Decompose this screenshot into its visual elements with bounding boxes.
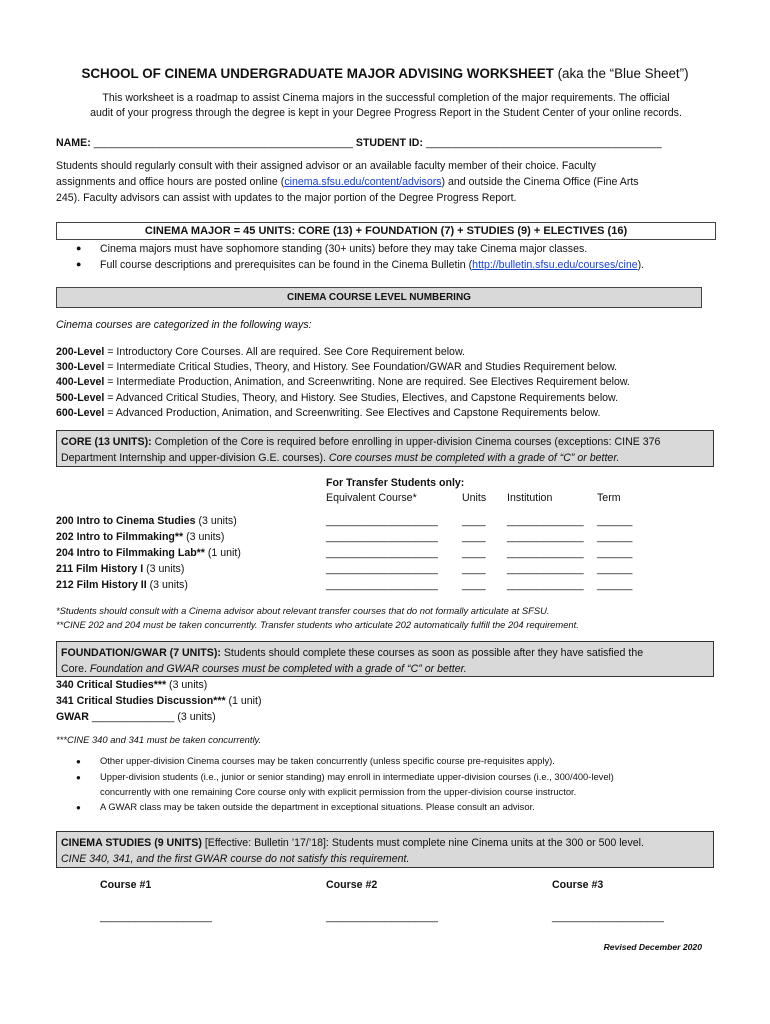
intro-line-2: audit of your progress through the degree is kept in your Degree Progress Report in the Student Center of your online records. <box>90 107 682 119</box>
studies-text-1 <box>61 835 709 851</box>
bullet-icon: ● <box>76 773 81 782</box>
level-desc: = Advanced Critical Studies, Theory, and History. See Studies, Electives, and Capstone Requirements below. <box>104 391 619 404</box>
blank-term-3[interactable]: ______ <box>597 547 633 559</box>
core-course-row <box>56 547 241 559</box>
core-text-1-body: Completion of the Core is required before enrolling in upper-division Cinema courses (exceptions: CINE 376 <box>151 436 661 448</box>
bulletin-link[interactable]: http://bulletin.sfsu.edu/courses/cine <box>472 259 638 271</box>
major-bullet-2 <box>100 257 644 273</box>
level-desc: = Intermediate Production, Animation, and Screenwriting. None are required. See Electives Requirement below. <box>104 376 630 389</box>
advising-line-1: Students should regularly consult with their assigned advisor or an available faculty member of their choice. Faculty <box>56 160 596 172</box>
core-course-row <box>56 531 224 543</box>
bullet-icon: ● <box>76 803 81 812</box>
blank-inst-3[interactable]: _____________ <box>507 547 584 559</box>
title-bold: SCHOOL OF CINEMA UNDERGRADUATE MAJOR ADVISING WORKSHEET <box>81 66 554 81</box>
core-grade-note: Core courses must be completed with a grade of “C” or better. <box>328 452 620 464</box>
major-bullet-2-post: ). <box>637 259 645 271</box>
intro-paragraph <box>56 91 716 121</box>
levels-heading-box <box>56 287 702 308</box>
student-id-field[interactable]: ________________________________________ <box>425 137 662 149</box>
bullet-icon: ● <box>76 243 82 253</box>
major-heading: CINEMA MAJOR = 45 UNITS: CORE (13) + FOUNDATION (7) + STUDIES (9) + ELECTIVES (16) <box>144 225 628 237</box>
course-3-label: Course #3 <box>552 879 604 891</box>
blank-units-4[interactable]: ____ <box>462 563 486 575</box>
major-heading-box <box>56 222 716 240</box>
col-term: Term <box>597 492 621 504</box>
level-name: 300-Level <box>56 361 105 374</box>
foundation-course-1 <box>56 679 207 691</box>
blank-units-2[interactable]: ____ <box>462 531 486 543</box>
revised-date: Revised December 2020 <box>603 942 702 952</box>
course-1-label: Course #1 <box>100 879 152 891</box>
blank-equiv-1[interactable]: ___________________ <box>326 515 438 527</box>
blank-units-3[interactable]: ____ <box>462 547 486 559</box>
course-units: (3 units) <box>146 579 188 591</box>
core-box <box>56 430 714 467</box>
gwar-blank[interactable]: ______________ <box>88 711 175 723</box>
student-id-label: STUDENT ID: <box>355 137 423 149</box>
name-label: NAME: <box>56 137 91 149</box>
advising-line-2-post: ) and outside the Cinema Office (Fine Arts <box>441 176 639 188</box>
level-name: 400-Level <box>56 376 105 389</box>
blank-equiv-5[interactable]: ___________________ <box>326 579 438 591</box>
blank-term-1[interactable]: ______ <box>597 515 633 527</box>
foundation-course-2 <box>56 695 262 707</box>
blank-units-1[interactable]: ____ <box>462 515 486 527</box>
core-course-row <box>56 579 188 591</box>
blank-term-2[interactable]: ______ <box>597 531 633 543</box>
blank-equiv-4[interactable]: ___________________ <box>326 563 438 575</box>
foundation-bullet-2b: concurrently with one remaining Core course only with explicit permission from the upper-division course instructor. <box>100 786 577 797</box>
level-item <box>56 345 630 360</box>
course-1-blank[interactable]: ___________________ <box>100 911 212 923</box>
level-item <box>56 360 630 375</box>
level-name: 600-Level <box>56 406 105 419</box>
level-item <box>56 406 630 421</box>
level-desc: = Introductory Core Courses. All are required. See Core Requirement below. <box>104 346 465 358</box>
course-name: 200 Intro to Cinema Studies <box>56 515 196 527</box>
studies-box <box>56 831 714 868</box>
levels-list <box>56 345 630 421</box>
course-name: 202 Intro to Filmmaking** <box>56 531 184 543</box>
title-rest: (aka the “Blue Sheet”) <box>553 66 689 81</box>
course-2-label: Course #2 <box>326 879 378 891</box>
course-units: (3 units) <box>195 515 237 527</box>
level-desc: = Intermediate Critical Studies, Theory, and History. See Foundation/GWAR and Studies Requirement below. <box>104 361 618 374</box>
course-units: (1 unit) <box>225 695 262 707</box>
advising-paragraph <box>56 158 716 206</box>
blank-term-5[interactable]: ______ <box>597 579 633 591</box>
core-text-2-body: Department Internship and upper-division G.E. courses). <box>61 452 329 464</box>
core-note-2: **CINE 202 and 204 must be taken concurrently. Transfer students who articulate 202 automatically fulfill the 204 requirement. <box>56 619 579 630</box>
course-units: (3 units) <box>143 563 185 575</box>
transfer-heading: For Transfer Students only: <box>326 477 465 489</box>
col-units: Units <box>462 492 487 504</box>
advising-line-2 <box>56 174 716 190</box>
blank-inst-1[interactable]: _____________ <box>507 515 584 527</box>
page-title <box>0 66 770 81</box>
levels-heading: CINEMA COURSE LEVEL NUMBERING <box>287 292 471 303</box>
bullet-icon: ● <box>76 259 82 269</box>
course-units: (3 units) <box>166 679 208 691</box>
blank-inst-4[interactable]: _____________ <box>507 563 584 575</box>
levels-intro: Cinema courses are categorized in the following ways: <box>56 319 312 331</box>
studies-text-2: CINE 340, 341, and the first GWAR course do not satisfy this requirement. <box>61 853 410 865</box>
col-institution: Institution <box>507 492 553 504</box>
blank-inst-5[interactable]: _____________ <box>507 579 584 591</box>
intro-line-1: This worksheet is a roadmap to assist Cinema majors in the successful completion of the major requirements. The official <box>102 92 670 104</box>
foundation-bullet-2a: Upper-division students (i.e., junior or senior standing) may enroll in intermediate upper-division courses (i.e., 300/400-level) <box>100 771 614 782</box>
advising-line-2-pre: assignments and office hours are posted online ( <box>56 176 285 188</box>
level-item <box>56 375 630 390</box>
level-name: 500-Level <box>56 391 105 404</box>
major-bullet-1: Cinema majors must have sophomore standing (30+ units) before they may take Cinema major classes. <box>100 243 588 255</box>
course-name: GWAR <box>56 711 89 723</box>
level-item <box>56 391 630 406</box>
advisors-link[interactable]: cinema.sfsu.edu/content/advisors <box>284 176 442 188</box>
foundation-bullet-3: A GWAR class may be taken outside the department in exceptional situations. Please consult an advisor. <box>100 801 535 812</box>
foundation-text-1 <box>61 645 709 661</box>
blank-term-4[interactable]: ______ <box>597 563 633 575</box>
course-units: (1 unit) <box>204 547 241 559</box>
core-text-1 <box>61 434 709 450</box>
blank-equiv-2[interactable]: ___________________ <box>326 531 438 543</box>
foundation-text-2-body: Core. <box>61 663 90 675</box>
foundation-course-3 <box>56 711 216 723</box>
core-label: CORE (13 UNITS): <box>61 436 152 448</box>
col-equivalent-course: Equivalent Course* <box>326 492 417 504</box>
course-name: 204 Intro to Filmmaking Lab** <box>56 547 205 559</box>
course-units: (3 units) <box>174 711 216 723</box>
foundation-label: FOUNDATION/GWAR (7 UNITS): <box>61 647 221 659</box>
course-name: 341 Critical Studies Discussion*** <box>56 695 226 707</box>
foundation-note: ***CINE 340 and 341 must be taken concurrently. <box>56 734 262 745</box>
name-field[interactable]: ____________________________________________ <box>93 137 353 149</box>
course-name: 340 Critical Studies*** <box>56 679 167 691</box>
major-bullet-2-pre: Full course descriptions and prerequisites can be found in the Cinema Bulletin ( <box>100 259 473 271</box>
blank-inst-2[interactable]: _____________ <box>507 531 584 543</box>
foundation-grade-note: Foundation and GWAR courses must be completed with a grade of “C” or better. <box>89 663 467 675</box>
core-course-row <box>56 563 184 575</box>
course-name: 211 Film History I <box>56 563 144 575</box>
foundation-bullet-1: Other upper-division Cinema courses may be taken concurrently (unless specific course pre-requisites apply). <box>100 755 555 766</box>
core-course-row <box>56 515 237 527</box>
blank-equiv-3[interactable]: ___________________ <box>326 547 438 559</box>
foundation-text-1-body: Students should complete these courses as soon as possible after they have satisfied the <box>220 647 644 659</box>
foundation-text-2 <box>61 661 709 677</box>
studies-text-1-body: [Effective: Bulletin ’17/’18]: Students must complete nine Cinema units at the 300 or 500 level. <box>201 837 644 849</box>
bullet-icon: ● <box>76 757 81 766</box>
name-row <box>56 137 662 149</box>
course-2-blank[interactable]: ___________________ <box>326 911 438 923</box>
level-desc: = Advanced Production, Animation, and Screenwriting. See Electives and Capstone Requirements below. <box>104 406 601 419</box>
advising-line-3: 245). Faculty advisors can assist with updates to the major portion of the Degree Progress Report. <box>56 192 517 204</box>
level-name: 200-Level <box>56 346 105 358</box>
core-text-2 <box>61 450 709 466</box>
course-name: 212 Film History II <box>56 579 147 591</box>
course-units: (3 units) <box>183 531 225 543</box>
course-3-blank[interactable]: ___________________ <box>552 911 664 923</box>
studies-label: CINEMA STUDIES (9 UNITS) <box>61 837 202 849</box>
blank-units-5[interactable]: ____ <box>462 579 486 591</box>
foundation-box <box>56 641 714 677</box>
core-note-1: *Students should consult with a Cinema advisor about relevant transfer courses that do not formally articulate at SFSU. <box>56 605 550 616</box>
